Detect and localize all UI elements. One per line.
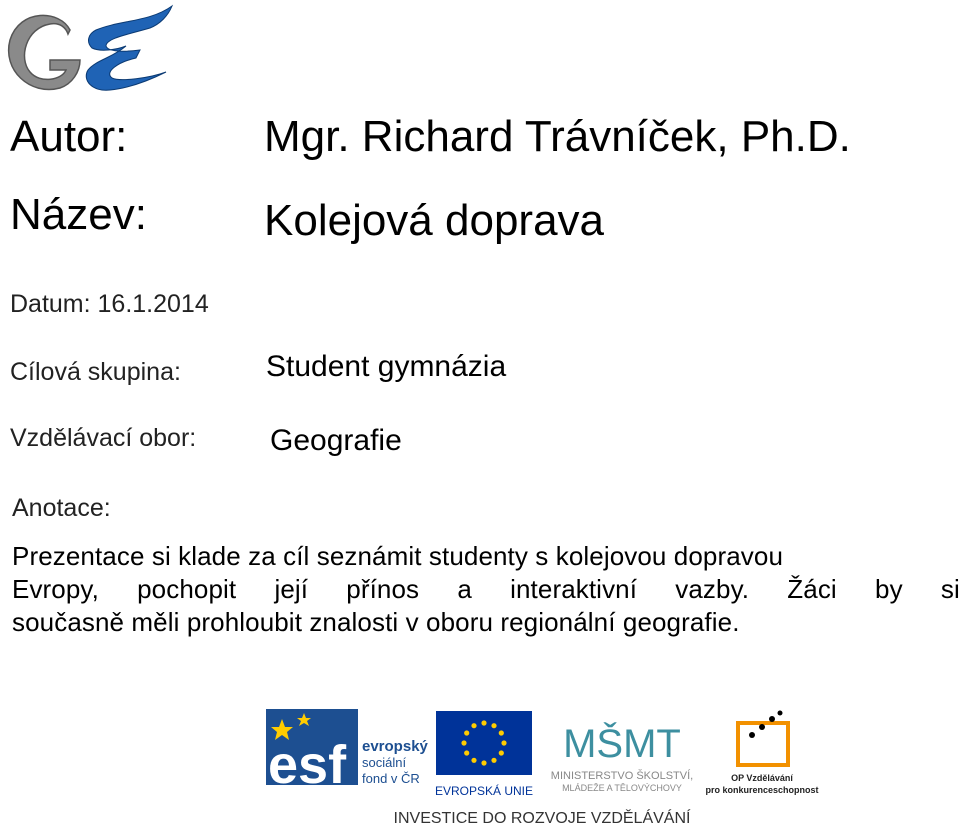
author-value: Mgr. Richard Trávníček, Ph.D. [264,112,851,161]
annotation-line-2 [12,573,960,606]
msmt-logo [551,721,693,793]
annotation-word: a [457,574,472,605]
eu-star-icon [464,730,469,735]
msmt-mark: MŠMT [563,722,681,766]
footer-logos [262,705,822,835]
annotation-word: interaktivní [510,574,638,605]
eu-star-icon [481,720,486,725]
field-value: Geografie [270,424,402,457]
annotation-word: Evropy, [12,574,99,605]
eu-star-icon [491,758,496,763]
annotation-line-1: Prezentace si klade za cíl seznámit studenty s kolejovou dopravou [12,541,784,571]
title-label: Název: [10,190,147,239]
title-value: Kolejová doprava [264,196,605,245]
msmt-caption-1: MINISTERSTVO ŠKOLSTVÍ, [550,770,694,782]
op-logo [705,711,818,796]
eu-star-icon [501,740,506,745]
msmt-caption-2: MLÁDEŽE A TĚLOVÝCHOVY [562,783,682,793]
eu-star-icon [499,730,504,735]
annotation-label: Anotace: [12,494,111,522]
op-caption-2: pro konkurenceschopnost [705,785,819,795]
eu-star-icon [491,723,496,728]
annotation-word: by [875,574,903,605]
esf-caption-3: fond v ČR [362,771,420,786]
annotation-word: Žáci [787,574,837,605]
esf-caption-1: evropský [362,738,428,755]
eu-caption: EVROPSKÁ UNIE [434,784,534,798]
eu-star-icon [481,760,486,765]
eu-star-icon [471,723,476,728]
eu-star-icon [461,740,466,745]
esf-text: esf [268,735,347,795]
date-text: Datum: 16.1.2014 [10,290,209,318]
annotation-word: pochopit [137,574,237,605]
footer-slogan: INVESTICE DO ROZVOJE VZDĚLÁVÁNÍ [393,810,691,827]
annotation-word: přínos [346,574,420,605]
esf-logo [266,709,429,795]
annotation-word: si [940,574,960,605]
eu-flag-logo [435,711,533,798]
eu-star-icon [499,750,504,755]
eu-star-icon [464,750,469,755]
target-value: Student gymnázia [266,350,507,383]
annotation-word: vazby. [675,574,750,605]
target-label: Cílová skupina: [10,358,181,386]
esf-caption-2: sociální [362,755,407,770]
annotation-word: její [274,574,309,605]
annotation-body [12,540,960,639]
author-label: Autor: [10,112,128,161]
ge-logo [0,0,176,100]
op-caption-1: OP Vzdělávání [731,773,793,783]
eu-star-icon [471,758,476,763]
field-label: Vzdělávací obor: [10,424,197,452]
annotation-line-3: současně měli prohloubit znalosti v oboru regionální geografie. [12,607,740,638]
